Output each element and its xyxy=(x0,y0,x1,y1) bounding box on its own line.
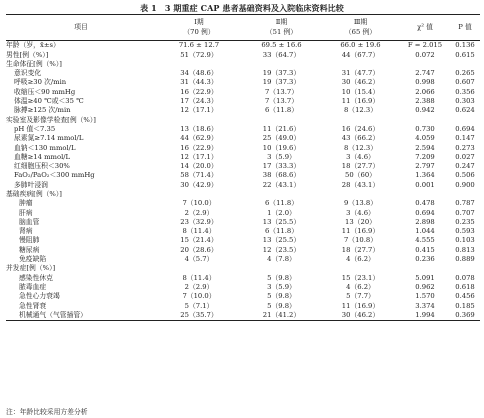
table-row xyxy=(6,180,480,189)
cell-group-2 xyxy=(242,264,321,273)
row-label: 血钠＜130 mmol/L xyxy=(14,143,76,152)
cell-group-2 xyxy=(242,190,321,199)
table-row xyxy=(6,246,480,255)
cell-p-value xyxy=(450,190,480,199)
cell-group-2: 10（19.6） xyxy=(262,143,301,152)
cell-group-3: 43（66.2） xyxy=(341,134,380,143)
table-row xyxy=(6,171,480,180)
cell-statistic: 1.044 xyxy=(415,227,435,236)
section-row xyxy=(6,264,480,273)
cell-group-1: 8（11.4） xyxy=(182,227,216,236)
row-label: 生命体征[例（%）] xyxy=(6,59,62,68)
cell-p-value: 0.813 xyxy=(455,245,475,254)
cell-group-2: 69.5 ± 16.6 xyxy=(261,41,302,50)
cell-group-2: 6（11.8） xyxy=(264,227,299,236)
cell-group-3: 4（6.2） xyxy=(346,282,375,291)
cell-statistic: 2.594 xyxy=(415,143,435,152)
cell-statistic: 2.747 xyxy=(415,69,435,78)
cell-group-2: 5（9.8） xyxy=(267,301,296,310)
cell-statistic xyxy=(400,115,450,124)
cell-group-1: 8（11.4） xyxy=(182,273,216,282)
cell-group-3: 18（27.7） xyxy=(341,162,380,171)
cell-group-3: 8（12.3） xyxy=(343,106,378,115)
cell-p-value: 0.889 xyxy=(455,255,475,264)
cell-group-3: 16（24.6） xyxy=(341,124,380,133)
row-label: 男性[例（%）] xyxy=(6,50,49,59)
cell-statistic: 0.415 xyxy=(415,245,435,254)
cell-group-1 xyxy=(156,190,242,199)
cell-group-1: 2（2.9） xyxy=(184,208,214,217)
row-label: 收缩压＜90 mmHg xyxy=(14,87,76,96)
cell-group-1: 2（2.9） xyxy=(184,282,214,291)
table-row xyxy=(6,69,480,78)
row-label: 血糖≥14 mmol/L xyxy=(14,152,71,161)
cell-p-value: 0.136 xyxy=(455,41,475,50)
cell-p-value: 0.303 xyxy=(455,97,475,106)
cell-group-1 xyxy=(156,264,242,273)
cell-group-3 xyxy=(321,115,400,124)
cell-group-3: 15（23.1） xyxy=(341,273,380,282)
cell-group-3 xyxy=(321,60,400,69)
cell-group-2: 22（43.1） xyxy=(262,180,301,189)
cell-p-value: 0.369 xyxy=(455,310,475,319)
cell-p-value: 0.356 xyxy=(455,87,475,96)
table-row xyxy=(6,255,480,264)
cell-group-1: 5（7.1） xyxy=(184,301,214,310)
cell-statistic: 0.730 xyxy=(415,124,435,133)
header-group-3-name: Ⅲ期 xyxy=(353,18,368,27)
cell-group-1 xyxy=(156,60,242,69)
row-label: FaO₂/PaO₂＜300 mmHg xyxy=(14,171,95,180)
cell-p-value: 0.506 xyxy=(455,171,475,180)
section-row xyxy=(6,60,480,69)
cell-group-1: 7（10.0） xyxy=(182,199,216,208)
cell-group-2: 3（5.9） xyxy=(267,282,296,291)
row-label: 尿素氮≥7.14 mmol/L xyxy=(14,134,84,143)
cell-group-2: 7（13.7） xyxy=(264,87,299,96)
cell-p-value: 0.265 xyxy=(455,69,475,78)
row-label: 急性心力衰竭 xyxy=(19,292,60,301)
cell-group-1: 30（42.9） xyxy=(180,180,218,189)
row-label: 多肺叶浸润 xyxy=(14,180,48,189)
cell-p-value: 0.624 xyxy=(455,106,475,115)
table-row xyxy=(6,292,480,301)
cell-group-1: 14（20.0） xyxy=(180,162,218,171)
row-label: 实验室及影像学检查[例（%）] xyxy=(6,115,96,124)
cell-group-2 xyxy=(242,115,321,124)
table-row xyxy=(6,301,480,310)
header-item: 项目 xyxy=(74,22,88,31)
row-label: 脑血管 xyxy=(19,217,40,226)
cell-group-1: 12（17.1） xyxy=(180,152,218,161)
row-label: 免疫缺陷 xyxy=(19,255,47,264)
cell-p-value: 0.900 xyxy=(455,180,475,189)
row-label: 年龄（岁，x̄±s） xyxy=(6,41,60,50)
header-group-1 xyxy=(156,15,242,41)
cell-group-2: 33（64.7） xyxy=(262,50,301,59)
cell-group-1: 25（35.7） xyxy=(180,310,218,319)
cell-group-3: 66.0 ± 19.6 xyxy=(340,41,381,50)
table-row xyxy=(6,87,480,96)
cell-statistic: 1.364 xyxy=(415,171,435,180)
cell-group-3: 9（13.8） xyxy=(343,199,378,208)
cell-p-value: 0.027 xyxy=(455,152,475,161)
cell-group-2: 6（11.8） xyxy=(264,199,299,208)
comparison-table xyxy=(6,14,480,321)
cell-group-2 xyxy=(242,60,321,69)
table-row xyxy=(6,134,480,143)
cell-group-3: 13（20） xyxy=(345,217,376,226)
table-row xyxy=(6,97,480,106)
cell-group-3: 18（27.7） xyxy=(341,245,380,254)
cell-group-1: 12（17.1） xyxy=(180,106,218,115)
cell-statistic: 0.478 xyxy=(415,199,435,208)
header-group-2-count: （51 例） xyxy=(265,27,298,36)
cell-statistic: 4.059 xyxy=(415,134,435,143)
cell-group-3: 30（46.2） xyxy=(341,78,380,87)
cell-group-1 xyxy=(156,115,242,124)
header-group-2-name: Ⅱ期 xyxy=(275,18,288,27)
cell-statistic: 7.209 xyxy=(415,152,435,161)
row-label: 并发症[例（%）] xyxy=(6,264,56,273)
row-label: 肾病 xyxy=(19,227,33,236)
header-group-2 xyxy=(242,15,321,41)
cell-group-1: 34（48.6） xyxy=(180,69,218,78)
row-label: 意识变化 xyxy=(14,69,42,78)
row-label: pH 值＜7.35 xyxy=(14,124,56,133)
cell-group-2: 3（5.9） xyxy=(267,152,296,161)
cell-statistic: 2.388 xyxy=(415,97,435,106)
row-label: 肿瘤 xyxy=(19,199,33,208)
row-label: 红细胞压积＜30% xyxy=(14,162,70,171)
cell-group-2: 5（9.8） xyxy=(267,273,296,282)
row-label: 机械通气（气管插管） xyxy=(19,310,87,319)
cell-p-value: 0.618 xyxy=(455,282,475,291)
cell-group-3: 31（47.7） xyxy=(341,69,380,78)
header-statistic: χ² 值 xyxy=(417,22,433,31)
cell-statistic xyxy=(400,190,450,199)
cell-group-2: 11（21.6） xyxy=(262,124,301,133)
cell-p-value: 0.247 xyxy=(455,162,475,171)
table-row xyxy=(6,273,480,282)
table-row xyxy=(6,50,480,59)
cell-group-3: 7（10.8） xyxy=(343,236,378,245)
row-label: 糖尿病 xyxy=(19,245,40,254)
header-row xyxy=(6,15,480,41)
cell-statistic: F = 2.015 xyxy=(407,41,443,50)
row-label: 脉搏≥125 次/min xyxy=(14,106,71,115)
row-label: 肝病 xyxy=(19,208,33,217)
cell-p-value: 0.787 xyxy=(455,199,475,208)
cell-statistic: 5.091 xyxy=(415,273,435,282)
cell-statistic: 1.570 xyxy=(415,292,435,301)
cell-p-value: 0.273 xyxy=(455,143,475,152)
cell-group-3: 11（16.9） xyxy=(341,227,380,236)
cell-group-1: 44（62.9） xyxy=(180,134,218,143)
table-row xyxy=(6,199,480,208)
cell-statistic: 0.072 xyxy=(415,50,435,59)
table-row xyxy=(6,311,480,321)
cell-statistic: 0.998 xyxy=(415,78,435,87)
cell-p-value: 0.607 xyxy=(455,78,475,87)
cell-group-2: 1（2.0） xyxy=(267,208,296,217)
cell-statistic: 2.066 xyxy=(415,87,435,96)
row-label: 慢阻肺 xyxy=(19,236,40,245)
cell-group-1: 7（10.0） xyxy=(182,292,216,301)
cell-group-1: 23（32.9） xyxy=(180,217,218,226)
cell-p-value xyxy=(450,264,480,273)
cell-p-value: 0.593 xyxy=(455,227,475,236)
cell-group-2: 38（68.6） xyxy=(262,171,301,180)
cell-statistic: 3.374 xyxy=(415,301,435,310)
cell-group-3 xyxy=(321,190,400,199)
table-body xyxy=(6,41,480,321)
cell-group-1: 58（71.4） xyxy=(180,171,218,180)
table-footnote: 注：年龄比较采用方差分析 xyxy=(6,408,88,416)
cell-group-3: 10（15.4） xyxy=(341,87,380,96)
cell-group-1: 16（22.9） xyxy=(180,143,218,152)
cell-statistic: 2.898 xyxy=(415,217,435,226)
table-row xyxy=(6,125,480,134)
cell-statistic: 0.962 xyxy=(415,282,435,291)
cell-p-value: 0.707 xyxy=(455,208,475,217)
cell-group-2: 21（41.2） xyxy=(262,310,301,319)
cell-group-1: 15（21.4） xyxy=(180,236,218,245)
header-group-3-count: （65 例） xyxy=(344,27,377,36)
header-p-value: P 值 xyxy=(458,22,472,31)
cell-group-1: 20（28.6） xyxy=(180,245,218,254)
cell-p-value: 0.456 xyxy=(455,292,475,301)
cell-group-3: 3（4.6） xyxy=(346,208,375,217)
table-header xyxy=(6,15,480,41)
table-row xyxy=(6,283,480,292)
cell-statistic: 0.694 xyxy=(415,208,435,217)
cell-p-value: 0.235 xyxy=(455,217,475,226)
section-row xyxy=(6,115,480,124)
cell-group-3: 44（67.7） xyxy=(341,50,380,59)
cell-group-1: 71.6 ± 12.7 xyxy=(178,41,220,50)
cell-p-value xyxy=(450,115,480,124)
cell-p-value: 0.103 xyxy=(455,236,475,245)
row-label: 感染性休克 xyxy=(19,273,53,282)
table-row xyxy=(6,153,480,162)
cell-group-1: 16（22.9） xyxy=(180,87,218,96)
cell-group-2: 7（13.7） xyxy=(264,97,299,106)
cell-group-2: 19（37.3） xyxy=(262,69,301,78)
cell-group-1: 13（18.6） xyxy=(180,124,218,133)
cell-group-3: 11（16.9） xyxy=(341,301,380,310)
cell-p-value: 0.147 xyxy=(455,134,475,143)
cell-statistic: 2.797 xyxy=(415,162,435,171)
cell-group-1: 31（44.3） xyxy=(180,78,218,87)
cell-group-3: 5（7.7） xyxy=(346,292,375,301)
table-row xyxy=(6,41,480,51)
row-label: 急性肾衰 xyxy=(19,301,47,310)
cell-group-3: 11（16.9） xyxy=(341,97,380,106)
cell-p-value: 0.078 xyxy=(455,273,475,282)
header-group-1-name: Ⅰ期 xyxy=(194,18,204,27)
cell-statistic: 4.555 xyxy=(415,236,435,245)
table-row xyxy=(6,162,480,171)
table-row xyxy=(6,218,480,227)
cell-group-2: 25（49.0） xyxy=(262,134,301,143)
table-row xyxy=(6,78,480,87)
cell-group-2: 13（25.5） xyxy=(262,236,301,245)
cell-statistic: 1.994 xyxy=(415,310,435,319)
cell-group-2: 6（11.8） xyxy=(264,106,299,115)
table-caption: 表 1 3 期重症 CAP 患者基础资料及入院临床资料比较 xyxy=(140,3,344,13)
cell-group-3: 4（6.2） xyxy=(346,255,375,264)
cell-group-2: 12（23.5） xyxy=(262,245,301,254)
cell-p-value: 0.615 xyxy=(455,50,475,59)
cell-group-3: 30（46.2） xyxy=(341,310,380,319)
cell-statistic xyxy=(400,264,450,273)
table-row xyxy=(6,106,480,115)
table-row xyxy=(6,143,480,152)
cell-statistic: 0.942 xyxy=(415,106,435,115)
row-label: 呼吸≥30 次/min xyxy=(14,78,67,87)
cell-p-value: 0.185 xyxy=(455,301,475,310)
table-row xyxy=(6,227,480,236)
cell-p-value: 0.694 xyxy=(455,124,475,133)
cell-group-2: 19（37.3） xyxy=(262,78,301,87)
cell-group-3: 8（12.3） xyxy=(343,143,378,152)
header-group-3 xyxy=(321,15,400,41)
cell-group-2: 13（25.5） xyxy=(262,217,301,226)
cell-group-1: 51（72.9） xyxy=(180,50,218,59)
cell-group-1: 4（5.7） xyxy=(184,255,214,264)
cell-group-2: 5（9.8） xyxy=(267,292,296,301)
cell-p-value xyxy=(450,60,480,69)
cell-group-3: 3（4.6） xyxy=(346,152,375,161)
row-label: 体温≥40 ℃或＜35 ℃ xyxy=(14,97,84,106)
table-row xyxy=(6,236,480,245)
cell-statistic xyxy=(400,60,450,69)
header-group-1-count: （70 例） xyxy=(183,27,215,36)
cell-group-3: 28（43.1） xyxy=(341,180,380,189)
row-label: 脓毒血症 xyxy=(19,282,47,291)
cell-group-3 xyxy=(321,264,400,273)
cell-statistic: 0.001 xyxy=(415,180,435,189)
cell-group-3: 50（60） xyxy=(345,171,376,180)
section-row xyxy=(6,190,480,199)
table-row xyxy=(6,208,480,217)
cell-group-1: 17（24.3） xyxy=(180,97,218,106)
cell-statistic: 0.236 xyxy=(415,255,435,264)
cell-group-2: 4（7.8） xyxy=(267,255,296,264)
cell-group-2: 17（33.3） xyxy=(262,162,301,171)
row-label: 基础疾病[例（%）] xyxy=(6,190,62,198)
